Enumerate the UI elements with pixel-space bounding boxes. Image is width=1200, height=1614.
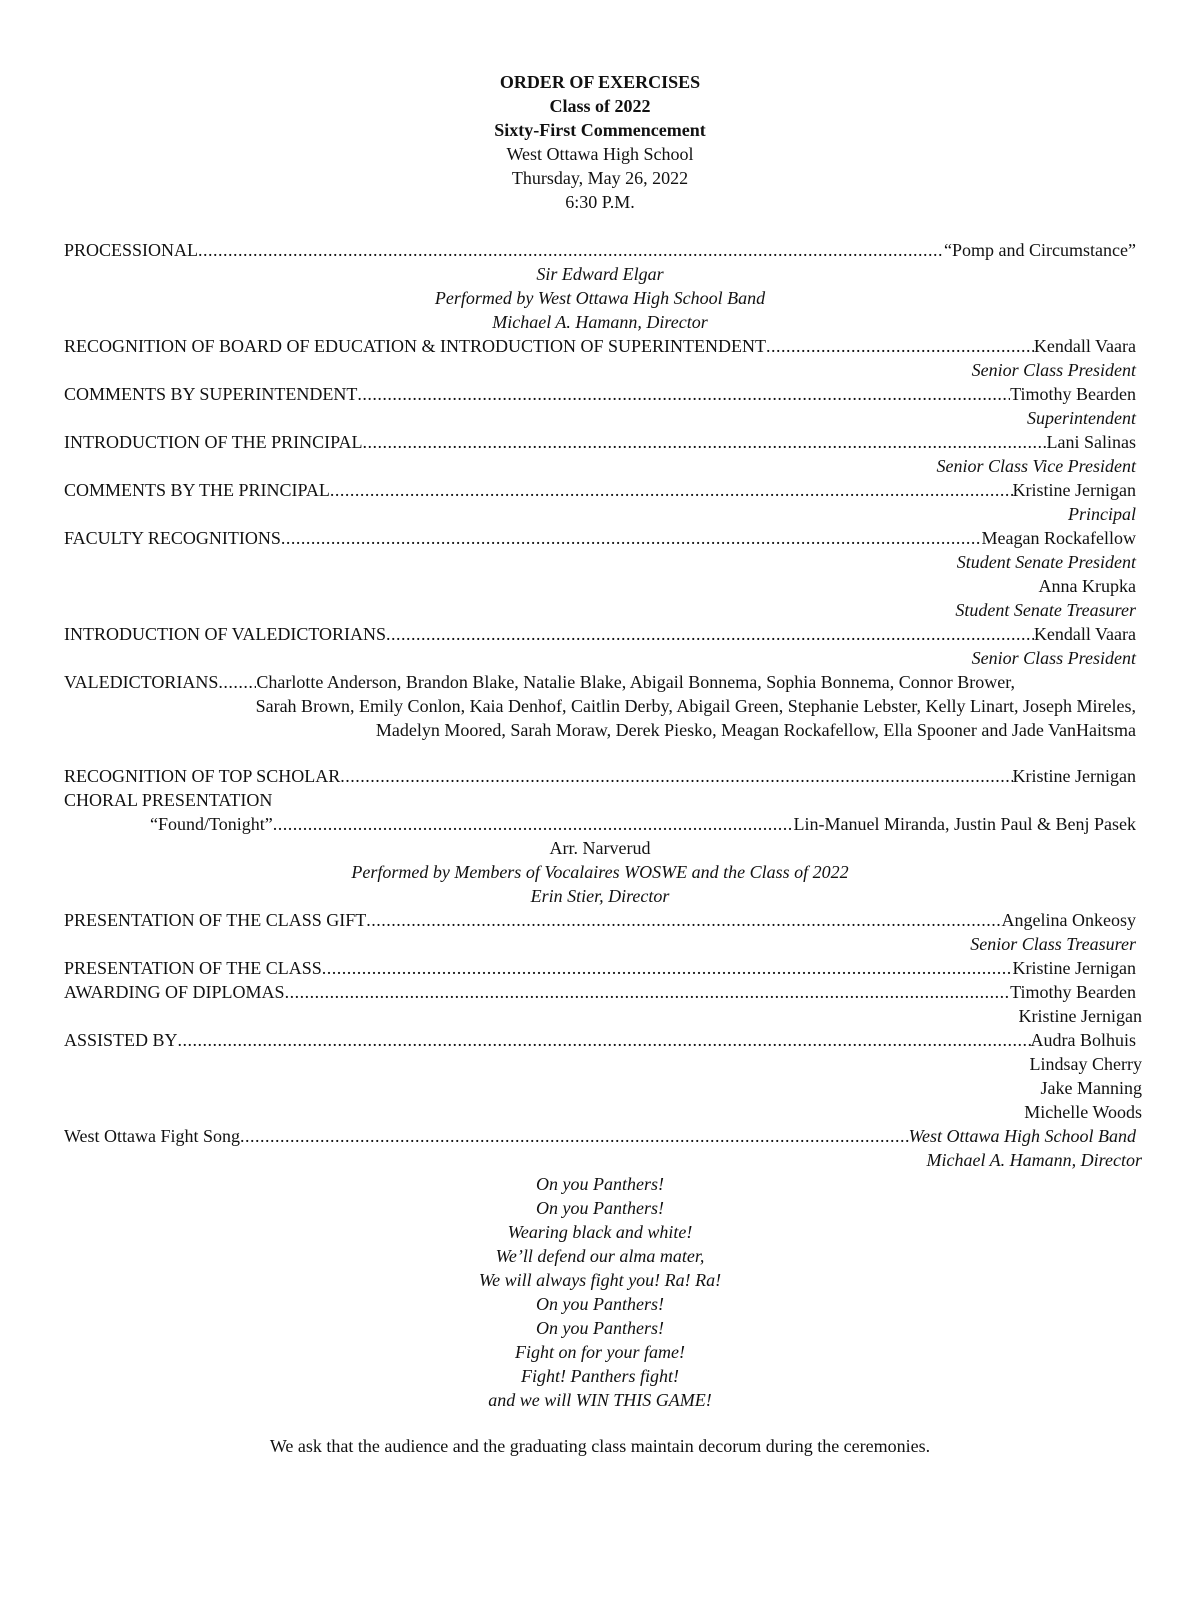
row-name: Michelle Woods bbox=[1024, 1102, 1142, 1122]
row-name: Lindsay Cherry bbox=[1029, 1054, 1142, 1074]
row-role: Student Senate President bbox=[956, 552, 1136, 572]
row-value: Kendall Vaara bbox=[1033, 624, 1136, 644]
program-row-recognition-board bbox=[64, 334, 1136, 358]
header-title: ORDER OF EXERCISES bbox=[499, 72, 701, 92]
row-label: FACULTY RECOGNITIONS bbox=[64, 528, 281, 548]
processional-director: Michael A. Hamann, Director bbox=[492, 312, 708, 332]
row-label: RECOGNITION OF BOARD OF EDUCATION & INTRODUCTION OF SUPERINTENDENT bbox=[64, 336, 766, 356]
row-value: Lin-Manuel Miranda, Justin Paul & Benj Pasek bbox=[793, 814, 1136, 834]
row-label: RECOGNITION OF TOP SCHOLAR bbox=[64, 766, 341, 786]
dot-leader bbox=[766, 334, 1034, 358]
header-commencement: Sixty-First Commencement bbox=[494, 120, 706, 140]
program-row-presentation-class bbox=[64, 956, 1136, 980]
lyric-line: and we will WIN THIS GAME! bbox=[488, 1390, 712, 1410]
program-row-faculty bbox=[64, 526, 1136, 550]
dot-leader bbox=[178, 1028, 1031, 1052]
row-value: Timothy Bearden bbox=[1010, 982, 1136, 1002]
lyric-line: On you Panthers! bbox=[536, 1174, 664, 1194]
row-label: COMMENTS BY THE PRINCIPAL bbox=[64, 480, 330, 500]
program-row-fight-song bbox=[64, 1124, 1136, 1148]
row-label: West Ottawa Fight Song bbox=[64, 1126, 241, 1146]
row-value: Kristine Jernigan bbox=[1012, 766, 1136, 786]
choral-label: CHORAL PRESENTATION bbox=[64, 790, 273, 810]
dot-leader bbox=[322, 956, 1013, 980]
choral-arranger: Arr. Narverud bbox=[549, 838, 651, 858]
decorum-note: We ask that the audience and the graduating class maintain decorum during the ceremonies. bbox=[269, 1436, 931, 1456]
lyric-line: We will always fight you! Ra! Ra! bbox=[478, 1270, 722, 1290]
row-value: Audra Bolhuis bbox=[1030, 1030, 1136, 1050]
row-value: Timothy Bearden bbox=[1010, 384, 1136, 404]
row-value: “Pomp and Circumstance” bbox=[944, 240, 1136, 260]
row-role: Student Senate Treasurer bbox=[955, 600, 1136, 620]
lyric-line: On you Panthers! bbox=[536, 1198, 664, 1218]
lyric-line: Fight! Panthers fight! bbox=[521, 1366, 679, 1386]
row-role: Superintendent bbox=[1027, 408, 1136, 428]
row-label: PRESENTATION OF THE CLASS GIFT bbox=[64, 910, 367, 930]
dot-leader bbox=[357, 382, 1010, 406]
row-label: INTRODUCTION OF THE PRINCIPAL bbox=[64, 432, 363, 452]
row-name: Anna Krupka bbox=[1038, 576, 1136, 596]
program-row-choral-song bbox=[64, 812, 1136, 836]
program-row-top-scholar bbox=[64, 764, 1136, 788]
dot-leader bbox=[363, 430, 1047, 454]
dot-leader bbox=[366, 908, 1001, 932]
row-value: Angelina Onkeosy bbox=[1001, 910, 1136, 930]
program-row-valedictorians bbox=[64, 670, 1136, 742]
program-row-intro-valedictorians bbox=[64, 622, 1136, 646]
row-role: Principal bbox=[1068, 504, 1136, 524]
valedictorians-line-3: Madelyn Moored, Sarah Moraw, Derek Piesko, Meagan Rockafellow, Ella Spooner and Jade VanHaitsma bbox=[375, 720, 1136, 740]
row-value: Kristine Jernigan bbox=[1012, 958, 1136, 978]
lyric-line: Wearing black and white! bbox=[507, 1222, 693, 1242]
choral-performer: Performed by Members of Vocalaires WOSWE and the Class of 2022 bbox=[351, 862, 849, 882]
row-label: PROCESSIONAL bbox=[64, 240, 199, 260]
row-value: Lani Salinas bbox=[1046, 432, 1136, 452]
row-label: COMMENTS BY SUPERINTENDENT bbox=[64, 384, 358, 404]
row-role: Senior Class President bbox=[971, 360, 1136, 380]
choral-director: Erin Stier, Director bbox=[530, 886, 670, 906]
header-date: Thursday, May 26, 2022 bbox=[511, 168, 689, 188]
header-time: 6:30 P.M. bbox=[565, 192, 635, 212]
dot-leader bbox=[198, 238, 944, 262]
lyric-line: We’ll defend our alma mater, bbox=[495, 1246, 705, 1266]
program-header bbox=[64, 70, 1136, 214]
dot-leader bbox=[218, 670, 256, 694]
dot-leader bbox=[273, 812, 794, 836]
processional-composer: Sir Edward Elgar bbox=[536, 264, 664, 284]
dot-leader bbox=[285, 980, 1011, 1004]
row-role: Senior Class Vice President bbox=[936, 456, 1136, 476]
row-label: INTRODUCTION OF VALEDICTORIANS bbox=[64, 624, 387, 644]
dot-leader bbox=[330, 478, 1013, 502]
program-row-class-gift bbox=[64, 908, 1136, 932]
program-row-comments-superintendent bbox=[64, 382, 1136, 406]
program-row-intro-principal bbox=[64, 430, 1136, 454]
row-label: VALEDICTORIANS bbox=[64, 672, 219, 692]
row-value: Meagan Rockafellow bbox=[981, 528, 1136, 548]
lyric-line: On you Panthers! bbox=[536, 1294, 664, 1314]
dot-leader bbox=[281, 526, 982, 550]
lyrics bbox=[64, 1172, 1136, 1412]
lyric-line: Fight on for your fame! bbox=[515, 1342, 685, 1362]
row-value: Kendall Vaara bbox=[1033, 336, 1136, 356]
row-value: West Ottawa High School Band bbox=[908, 1126, 1136, 1146]
program-row-comments-principal bbox=[64, 478, 1136, 502]
fight-song-director: Michael A. Hamann, Director bbox=[926, 1150, 1142, 1170]
dot-leader bbox=[240, 1124, 909, 1148]
row-role: Senior Class President bbox=[971, 648, 1136, 668]
dot-leader bbox=[386, 622, 1034, 646]
program-row-diplomas bbox=[64, 980, 1136, 1004]
row-role: Senior Class Treasurer bbox=[970, 934, 1136, 954]
program-row-processional bbox=[64, 238, 1136, 262]
lyric-line: On you Panthers! bbox=[536, 1318, 664, 1338]
valedictorians-line-1: Charlotte Anderson, Brandon Blake, Natalie Blake, Abigail Bonnema, Sophia Bonnema, Connor Brower, bbox=[256, 672, 1015, 692]
valedictorians-line-2: Sarah Brown, Emily Conlon, Kaia Denhof, Caitlin Derby, Abigail Green, Stephanie Lebster, Kelly Linart, Joseph Mireles, bbox=[255, 696, 1136, 716]
header-class: Class of 2022 bbox=[549, 96, 651, 116]
header-school: West Ottawa High School bbox=[506, 144, 694, 164]
dot-leader bbox=[340, 764, 1012, 788]
row-name: Kristine Jernigan bbox=[1018, 1006, 1142, 1026]
row-value: Kristine Jernigan bbox=[1012, 480, 1136, 500]
processional-performer: Performed by West Ottawa High School Band bbox=[434, 288, 766, 308]
row-label: “Found/Tonight” bbox=[150, 814, 273, 834]
program-row-assisted bbox=[64, 1028, 1136, 1052]
row-label: AWARDING OF DIPLOMAS bbox=[64, 982, 285, 1002]
row-label: ASSISTED BY bbox=[64, 1030, 178, 1050]
row-label: PRESENTATION OF THE CLASS bbox=[64, 958, 322, 978]
row-name: Jake Manning bbox=[1040, 1078, 1142, 1098]
